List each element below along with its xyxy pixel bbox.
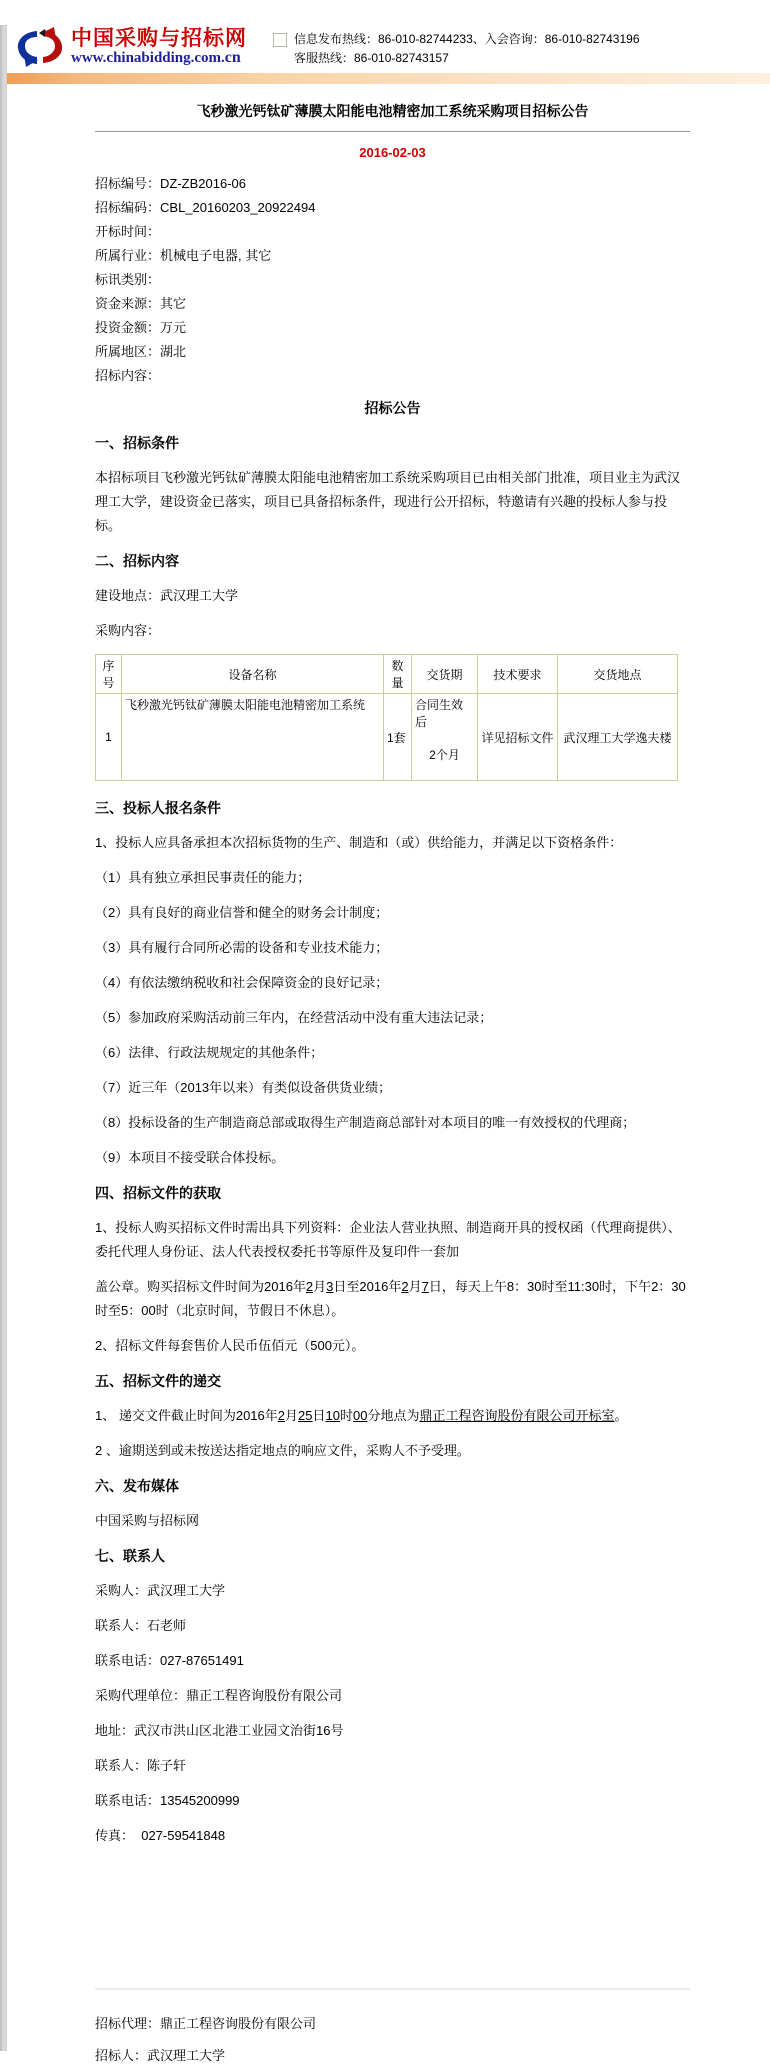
bidder-condition-item: （9）本项目不接受联合体投标。 <box>95 1150 285 1165</box>
contact-phone-1: 联系电话：027-87651491 <box>95 1653 244 1668</box>
text-segment: 日至2016年 <box>333 1279 402 1294</box>
contact-address: 地址：武汉市洪山区北港工业园文治街16号 <box>95 1723 344 1738</box>
goods-table-header-row <box>96 655 678 694</box>
site-header <box>0 0 770 68</box>
section-2-heading: 二、招标内容 <box>95 553 179 569</box>
bidder-condition-item: （5）参加政府采购活动前三年内，在经营活动中没有重大违法记录； <box>95 1010 493 1025</box>
text-segment: 1、 递交文件截止时间为2016年 <box>95 1408 278 1423</box>
col-header-device-name: 设备名称 <box>122 655 384 694</box>
meta-value: 其它 <box>160 296 187 311</box>
col-header-tech-requirements: 技术要求 <box>478 655 558 694</box>
bidder-condition-item: （6）法律、行政法规规定的其他条件； <box>95 1045 324 1060</box>
section-1-body: 本招标项目飞秒激光钙钛矿薄膜太阳能电池精密加工系统采购项目已由相关部门批准，项目业主为武汉理工大学，建设资金已落实，项目已具备招标条件，现进行公开招标，特邀请有兴趣的投标人参与投标。 <box>95 470 681 533</box>
section-7-heading: 七、联系人 <box>95 1548 165 1564</box>
bidder-condition-item: （8）投标设备的生产制造商总部或取得生产制造商总部针对本项目的唯一有效授权的代理商； <box>95 1115 636 1130</box>
site-url-main: www.chinabidding.com. <box>71 50 225 66</box>
text-segment: 日，每天上午8：30时至11:30时，下午2：30时至5：00时（北京时间，节假日不休息）。 <box>95 1279 686 1318</box>
underlined-month: 2 <box>305 1279 314 1294</box>
meta-label: 招标编号： <box>95 176 161 191</box>
hotline-line-1: 信息发布热线：86-010-82744233、入会咨询：86-010-82743196 <box>294 32 640 46</box>
meta-label: 所属地区： <box>95 344 161 359</box>
contact-agency: 采购代理单位：鼎正工程咨询股份有限公司 <box>95 1688 343 1703</box>
meta-label: 招标编码： <box>95 200 161 215</box>
text-segment: 时 <box>339 1408 353 1423</box>
meta-row-investment <box>95 316 690 340</box>
text-segment: 日 <box>312 1408 326 1423</box>
meta-value: 湖北 <box>160 344 187 359</box>
contact-phone-2: 联系电话：13545200999 <box>95 1793 240 1808</box>
bidder-condition-item: （1）具有独立承担民事责任的能力； <box>95 870 311 885</box>
footer-bidder: 招标人：武汉理工大学 <box>95 2048 226 2063</box>
meta-row-open-time <box>95 220 690 244</box>
cell-delivery-place: 武汉理工大学逸夫楼 <box>558 694 678 781</box>
site-name: 中国采购与招标网 <box>71 27 247 50</box>
contact-person-1: 联系人：石老师 <box>95 1618 187 1633</box>
hotline-line-2: 客服热线：86-010-82743157 <box>294 51 449 65</box>
section-3-heading: 三、投标人报名条件 <box>95 800 221 816</box>
meta-value: 万元 <box>160 320 187 335</box>
section-6-heading: 六、发布媒体 <box>95 1478 179 1494</box>
text-segment: 月 <box>408 1279 422 1294</box>
meta-value: CBL_20160203_20922494 <box>160 200 316 215</box>
page-title: 飞秒激光钙钛矿薄膜太阳能电池精密加工系统采购项目招标公告 <box>196 103 589 119</box>
meta-label: 开标时间： <box>95 224 161 239</box>
cell-delivery-period <box>412 694 478 781</box>
underlined-day: 3 <box>326 1279 334 1294</box>
goods-table-row <box>96 694 678 781</box>
submission-deadline <box>95 1404 690 1428</box>
hotline-block <box>273 27 640 68</box>
document-price: 2、招标文件每套售价人民币伍佰元（500元）。 <box>95 1338 365 1353</box>
underlined-day: 25 <box>298 1408 313 1423</box>
bidder-condition-item: （2）具有良好的商业信誉和健全的财务会计制度； <box>95 905 389 920</box>
text-segment: 分地点为 <box>367 1408 420 1423</box>
underlined-day: 7 <box>421 1279 429 1294</box>
col-header-index: 序号 <box>96 655 122 694</box>
col-header-delivery-period: 交货期 <box>412 655 478 694</box>
meta-label: 标讯类别： <box>95 272 161 287</box>
footer-rule-top <box>95 1988 690 1990</box>
publish-date: 2016-02-03 <box>359 145 426 160</box>
text-segment: 。 <box>614 1408 628 1423</box>
meta-row-industry <box>95 244 690 268</box>
col-header-quantity: 数量 <box>384 655 412 694</box>
contact-person-2: 联系人：陈子轩 <box>95 1758 187 1773</box>
title-rule <box>95 131 690 132</box>
publish-media: 中国采购与招标网 <box>95 1513 200 1528</box>
meta-label: 投资金额： <box>95 320 161 335</box>
col-header-delivery-place: 交货地点 <box>558 655 678 694</box>
site-url <box>71 50 247 66</box>
document-purchase-requirements: 1、投标人购买招标文件时需出具下列资料：企业法人营业执照、制造商开具的授权函（代理商提供）、委托代理人身份证、法人代表授权委托书等原件及复印件一套加 <box>95 1220 681 1259</box>
footer-bidding-agent: 招标代理：鼎正工程咨询股份有限公司 <box>95 2016 317 2031</box>
section-5-heading: 五、招标文件的递交 <box>95 1373 221 1389</box>
site-url-tld: cn <box>224 49 241 66</box>
meta-row-bid-number <box>95 172 690 196</box>
goods-table <box>95 654 678 781</box>
underlined-minute: 00 <box>352 1408 368 1423</box>
text-segment: 月 <box>285 1408 299 1423</box>
meta-label: 招标内容： <box>95 368 161 383</box>
construction-location: 建设地点：武汉理工大学 <box>95 588 239 603</box>
bidder-condition-item: （3）具有履行合同所必需的设备和专业技术能力； <box>95 940 389 955</box>
cell-tech-requirements: 详见招标文件 <box>478 694 558 781</box>
underlined-open-room: 鼎正工程咨询股份有限公司开标室 <box>419 1408 615 1423</box>
delivery-period-line-1: 合同生效后 <box>415 698 464 729</box>
contact-fax: 传真： 027-59541848 <box>95 1828 226 1843</box>
bidder-condition-item: 1、投标人应具备承担本次招标货物的生产、制造和（或）供给能力，并满足以下资格条件： <box>95 835 623 850</box>
meta-label: 资金来源： <box>95 296 161 311</box>
cell-quantity: 1套 <box>384 694 412 781</box>
site-logo[interactable] <box>14 27 247 67</box>
contact-purchaser: 采购人：武汉理工大学 <box>95 1583 226 1598</box>
cell-device-name: 飞秒激光钙钛矿薄膜太阳能电池精密加工系统 <box>122 694 384 781</box>
meta-row-fund-source <box>95 292 690 316</box>
notice-footer <box>0 1988 770 2065</box>
cell-index: 1 <box>96 694 122 781</box>
announcement-heading: 招标公告 <box>364 400 421 416</box>
section-4-heading: 四、招标文件的获取 <box>95 1185 221 1201</box>
left-edge-strip <box>0 25 7 2051</box>
meta-label: 所属行业： <box>95 248 161 263</box>
meta-row-content <box>95 364 690 388</box>
document-purchase-time <box>95 1275 690 1323</box>
underlined-hour: 10 <box>325 1408 340 1423</box>
late-submission-note: 2 、逾期送到或未按送达指定地点的响应文件，采购人不予受理。 <box>95 1443 470 1458</box>
meta-value: 机械电子电器, 其它 <box>160 248 272 263</box>
meta-row-category <box>95 268 690 292</box>
meta-row-bid-code <box>95 196 690 220</box>
delivery-period-line-2: 2个月 <box>429 748 460 762</box>
header-divider-bar <box>0 73 770 84</box>
text-segment: 盖公章。购买招标文件时间为2016年 <box>95 1279 306 1294</box>
logo-text <box>71 28 247 66</box>
underlined-month: 2 <box>401 1279 409 1294</box>
purchase-content-label: 采购内容： <box>95 623 161 638</box>
checkbox-icon[interactable] <box>273 33 287 47</box>
bidder-condition-item: （7）近三年（2013年以来）有类似设备供货业绩； <box>95 1080 392 1095</box>
logo-swoosh-icon <box>14 27 66 67</box>
hotline-lines <box>294 30 640 68</box>
bidder-condition-item: （4）有依法缴纳税收和社会保障资金的良好记录； <box>95 975 389 990</box>
section-1-heading: 一、招标条件 <box>95 435 179 451</box>
text-segment: 月 <box>313 1279 327 1294</box>
meta-row-region <box>95 340 690 364</box>
underlined-month: 2 <box>277 1408 285 1423</box>
notice-document <box>0 100 770 1848</box>
meta-value: DZ-ZB2016-06 <box>160 176 246 191</box>
